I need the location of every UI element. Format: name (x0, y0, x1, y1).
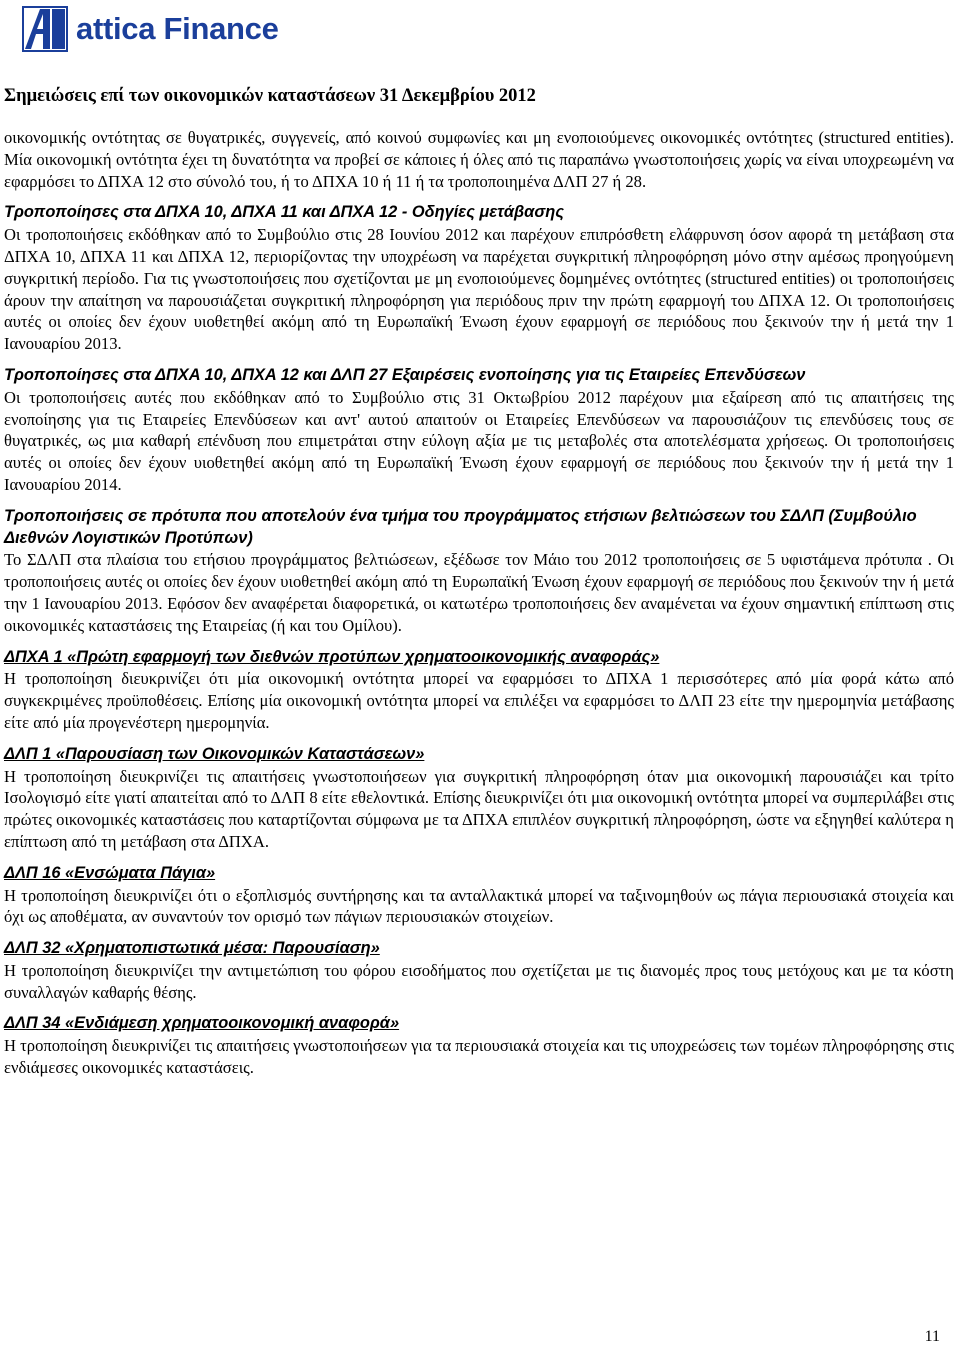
section-heading-text: Τροποποιήσεις σε πρότυπα που αποτελούν ένα τμήμα του προγράμματος ετήσιων βελτιώσεων του ΣΔΛΠ (Συμβούλιο Διεθνών Λογιστικών Προτύπων) (4, 506, 917, 547)
section-heading (4, 1013, 954, 1035)
section-heading (4, 365, 954, 387)
company-logo (22, 4, 279, 54)
page-title: Σημειώσεις επί των οικονομικών καταστάσεων 31 Δεκεμβρίου 2012 (4, 86, 536, 106)
logo-text: attica Finance (76, 11, 279, 46)
section-heading (4, 744, 954, 766)
section-heading-text: Τροποποίησες στα ΔΠΧΑ 10, ΔΠΧΑ 11 και ΔΠΧΑ 12 - Οδηγίες μετάβασης (4, 203, 564, 222)
intro-paragraph: οικονομικής οντότητας σε θυγατρικές, συγγενείς, από κοινού συμφωνίες και μη ενοποιούμενες οικονομικές οντότητες (structured entities). Μία οικονομική οντότητα έχει τη δυνατότητα να προβεί σε κάποιες ή όλες από τις παραπάνω γνωστοποιήσεις χωρίς να είναι υποχρεωμένη να εφαρμόσει το ΔΠΧΑ 12 στο σύνολό του, ή το ΔΠΧΑ 10 ή 11 ή τα τροποποιημένα ΔΛΠ 27 ή 28. (4, 128, 954, 191)
section-heading (4, 506, 954, 550)
section-body: Η τροποποίηση διευκρινίζει τις απαιτήσεις γνωστοποιήσεων για τα περιουσιακά στοιχεία και τις υποχρεώσεις των τομέων πληροφόρησης στις ενδιάμεσες οικονομικές καταστάσεις. (4, 1036, 954, 1078)
section-body: Το ΣΔΛΠ στα πλαίσια του ετήσιου προγράμματος βελτιώσεων, εξέδωσε τον Μάιο του 2012 τροποποιήσεις σε 5 υφιστάμενα πρότυπα . Οι τροποποιήσεις αυτές οι οποίες δεν έχουν υιοθετηθεί ακόμη από τη Ευρωπαϊκή Ένωση έχουν εφαρμογή σε περιόδους που ξεκινούν την ή μετά την 1 Ιανουαρίου 2013. Εφόσον δεν αναφέρεται διαφορετικά, οι κατωτέρω τροποποιήσεις δεν αναμένεται να έχουν σημαντική επίπτωση στις οικονομικές καταστάσεις της Εταιρείας (ή και του Ομίλου). (4, 550, 954, 635)
attica-logo-icon (22, 6, 68, 52)
section-heading-text: ΔΛΠ 32 «Χρηματοπιστωτικά μέσα: Παρουσίαση» (4, 939, 380, 958)
section-body: Οι τροποποιήσεις αυτές που εκδόθηκαν από το Συμβούλιο στις 31 Οκτωβρίου 2012 παρέχουν μια εξαίρεση από τις απαιτήσεις της ενοποίησης για τις Εταιρείες Επενδύσεων και αντ' αυτού απαιτούν οι Εταιρείες Επενδύσεων να παρουσιάζουν τις επενδύσεις τους σε θυγατρικές, ως μια καθαρή επένδυση που επιμετράται στην εύλογη αξία με τις μεταβολές στα αποτελέσματα χρήσεως. Οι τροποποιήσεις αυτές οι οποίες δεν έχουν υιοθετηθεί ακόμη από τη Ευρωπαϊκή Ένωση έχουν εφαρμογή σε περιόδους που ξεκινούν την ή μετά την 1 Ιανουαρίου 2014. (4, 387, 954, 494)
section-heading-text: Τροποποίησες στα ΔΠΧΑ 10, ΔΠΧΑ 12 και ΔΛΠ 27 Εξαιρέσεις ενοποίησης για τις Εταιρείες Επενδύσεων (4, 365, 806, 384)
section-body: Οι τροποποιήσεις εκδόθηκαν από το Συμβούλιο στις 28 Ιουνίου 2012 και παρέχουν επιπρόσθετη ελάφρυνση όσον αφορά τη μετάβαση στα ΔΠΧΑ 10, ΔΠΧΑ 11 και ΔΠΧΑ 12, περιορίζοντας την υποχρέωση να παρέχεται συγκριτική πληροφόρηση μόνο στην αμέσως προηγούμενη συγκριτική περίοδο. Για τις γνωστοποιήσεις που σχετίζονται με μη ενοποιούμενες δομημένες οντότητες (structured entities) οι τροποποιήσεις άρουν την απαίτηση να παρουσιάζεται συγκριτική πληροφόρηση για περιόδους πριν την πρώτη εφαρμογή του ΔΠΧΑ 12. Οι τροποποιήσεις αυτές οι οποίες δεν έχουν υιοθετηθεί ακόμη από τη Ευρωπαϊκή Ένωση έχουν εφαρμογή σε περιόδους που ξεκινούν την ή μετά την 1 Ιανουαρίου 2013. (4, 225, 954, 354)
section-heading-text: ΔΛΠ 34 «Ενδιάμεση χρηματοοικονομική αναφορά» (4, 1014, 400, 1033)
section-heading-text: ΔΠΧΑ 1 «Πρώτη εφαρμογή των διεθνών προτύπων χρηματοοικονομικής αναφοράς» (4, 647, 660, 666)
section-body: Η τροποποίηση διευκρινίζει την αντιμετώπιση του φόρου εισοδήματος που σχετίζεται με τις διανομές προς τους μετόχους και με τα κόστη συναλλαγών καθαρής θέσης. (4, 960, 954, 1002)
section-heading (4, 202, 954, 224)
page-number: 11 (924, 1328, 940, 1345)
section-heading-text: ΔΛΠ 1 «Παρουσίαση των Οικονομικών Καταστάσεων» (4, 744, 425, 763)
section-heading (4, 647, 954, 669)
section-heading-text: ΔΛΠ 16 «Ενσώματα Πάγια» (4, 863, 216, 882)
section-heading (4, 863, 954, 885)
section-body: Η τροποποίηση διευκρινίζει τις απαιτήσεις γνωστοποιήσεων για συγκριτική πληροφόρηση όταν μια οικονομική παρουσιάζει και τρίτο Ισολογισμό είτε γιατί απαιτείται από το ΔΛΠ 8 είτε εθελοντικά. Επίσης διευκρινίζει ότι μια οικονομική οντότητα μπορεί να συμπεριλάβει στις πρώτες οικονομικές καταστάσεις που καταρτίζονται σύμφωνα με τα ΔΠΧΑ επιπλέον συγκριτική πληροφόρηση, ώστε να εξηγηθεί καλύτερα η επίπτωση από τη μετάβαση στα ΔΠΧΑ. (4, 766, 954, 851)
section-body: Η τροποποίηση διευκρινίζει ότι ο εξοπλισμός συντήρησης και τα ανταλλακτικά μπορεί να ταξινομηθούν ως πάγια περιουσιακά στοιχεία και όχι ως αποθέματα, αν συναντούν τον ορισμό των πάγιων περιουσιακών στοιχείων. (4, 885, 954, 927)
section-body: Η τροποποίηση διευκρινίζει ότι μία οικονομική οντότητα μπορεί να εφαρμόσει το ΔΠΧΑ 1 περισσότερες από μία φορά κάτω από συγκεκριμένες προϋποθέσεις. Επίσης μία οικονομική οντότητα μπορεί να επιλέξει να εφαρμόσει το ΔΛΠ 23 είτε την ημερομηνία μετάβασης είτε από μία προγενέστερη ημερομηνία. (4, 669, 954, 732)
section-heading (4, 938, 954, 960)
document-body (4, 127, 954, 1079)
